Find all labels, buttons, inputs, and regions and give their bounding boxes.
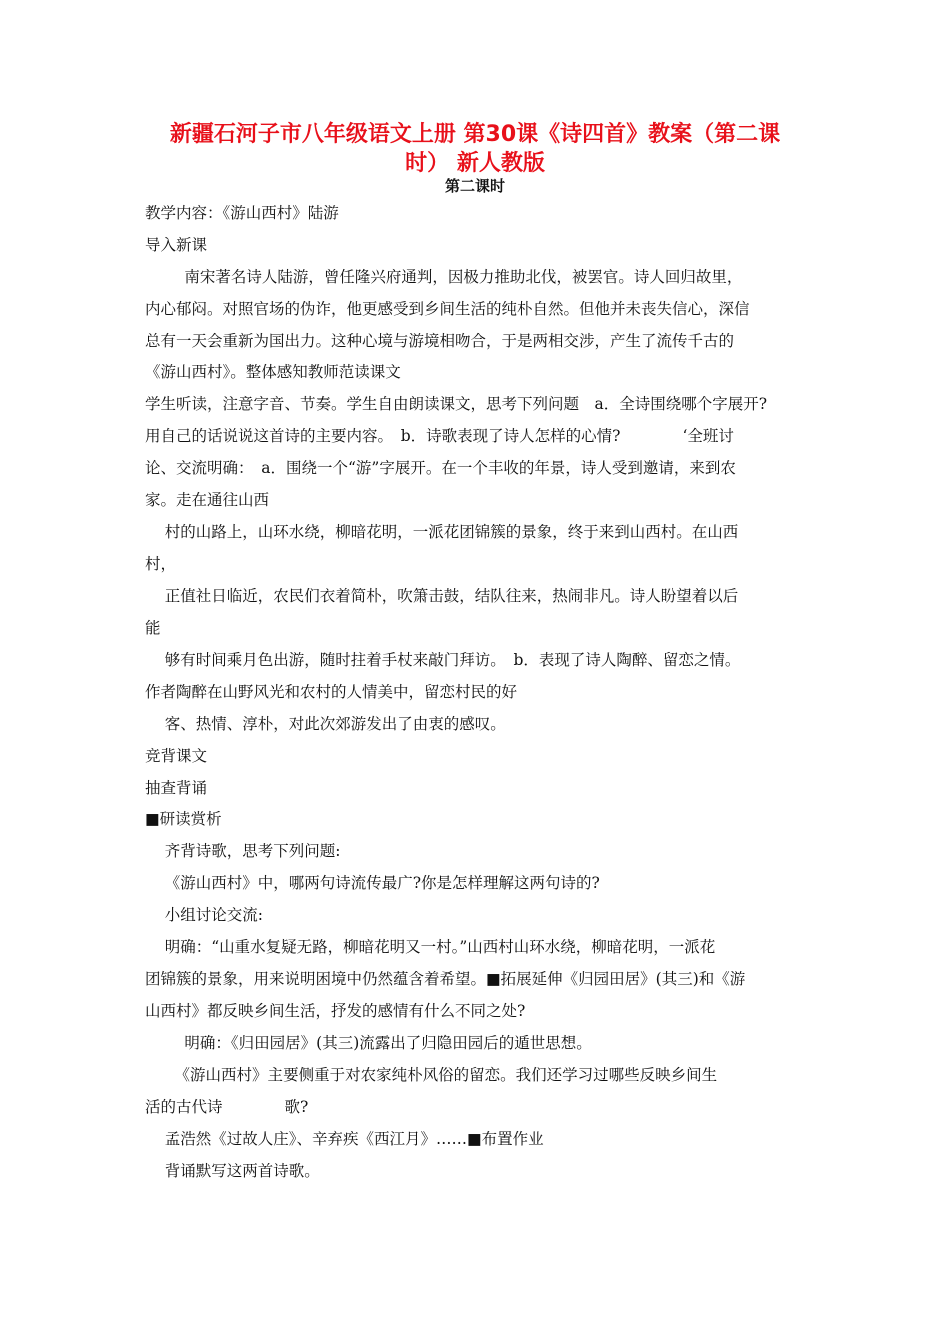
text-line: 齐背诗歌，思考下列问题:	[145, 842, 341, 860]
text-line: 村，	[145, 555, 177, 573]
text-line: 够有时间乘月色出游，随时拄着手杖来敲门拜访。 b．表现了诗人陶醉、留恋之情。	[145, 651, 741, 669]
text-line: 背诵默写这两首诗歌。	[145, 1162, 320, 1180]
text-line: 竞背课文	[145, 747, 208, 765]
text-line: 总有一天会重新为国出力。这种心境与游境相吻合，于是两相交涉，产生了流传千古的	[145, 332, 735, 350]
text-line: 山西村》都反映乡间生活，抒发的感情有什么不同之处?	[145, 1002, 526, 1020]
text-line: 作者陶醉在山野风光和农村的人情美中，留恋村民的好	[145, 683, 518, 701]
document-title	[145, 120, 805, 178]
text-line: 孟浩然《过故人庄》、辛弃疾《西江月》……■布置作业	[145, 1130, 544, 1148]
text-line: 客、热情、淳朴，对此次郊游发出了由衷的感叹。	[145, 715, 506, 733]
text-line: 正值社日临近，农民们衣着简朴，吹箫击鼓，结队往来，热闹非凡。诗人盼望着以后	[145, 587, 739, 605]
text-line: 《游山西村》。整体感知教师范读课文	[145, 363, 401, 381]
text-line: 能	[145, 619, 161, 637]
text-line: 抽查背诵	[145, 779, 208, 797]
text-line: 教学内容：《游山西村》陆游	[145, 204, 339, 222]
text-line: 家。走在通往山西	[145, 491, 270, 509]
text-line: 用自己的话说说这首诗的主要内容。 b．诗歌表现了诗人怎样的心情? ‘全班讨	[145, 427, 734, 445]
title-line-2: 时） 新人教版	[405, 151, 545, 176]
text-line: 小组讨论交流:	[145, 906, 263, 924]
text-line: 《游山西村》主要侧重于对农家纯朴风俗的留恋。我们还学习过哪些反映乡间生	[145, 1066, 718, 1084]
text-line: 内心郁闷。对照官场的伪诈，他更感受到乡间生活的纯朴自然。但他并未丧失信心，深信	[145, 300, 750, 318]
text-line: 村的山路上，山环水绕，柳暗花明，一派花团锦簇的景象，终于来到山西村。在山西	[145, 523, 739, 541]
text-line: 论、交流明确： a．围绕一个“游”字展开。在一个丰收的年景，诗人受到邀请，来到农	[145, 459, 736, 477]
text-line: 明确：“山重水复疑无路，柳暗花明又一村。”山西村山环水绕，柳暗花明，一派花	[145, 938, 716, 956]
text-line: 导入新课	[145, 236, 208, 254]
text-line: 学生听读，注意字音、节奏。学生自由朗读课文，思考下列问题 a．全诗围绕哪个字展开?	[145, 395, 768, 413]
text-line: 团锦簇的景象，用来说明困境中仍然蕴含着希望。■拓展延伸《归园田居》(其三)和《游	[145, 970, 746, 988]
document-subtitle: 第二课时	[444, 177, 505, 195]
text-line: ■研读赏析	[145, 810, 222, 828]
text-line: 活的古代诗 歌?	[145, 1098, 309, 1116]
text-line: 《游山西村》中，哪两句诗流传最广?你是怎样理解这两句诗的?	[145, 874, 600, 892]
text-line: 明确：《归田园居》(其三)流露出了归隐田园后的遁世思想。	[145, 1034, 592, 1052]
text-line: 南宋著名诗人陆游，曾任隆兴府通判，因极力推助北伐，被罢官。诗人回归故里，	[145, 268, 743, 286]
title-line-1: 新疆石河子市八年级语文上册 第30课《诗四首》教案（第二课	[169, 122, 781, 147]
